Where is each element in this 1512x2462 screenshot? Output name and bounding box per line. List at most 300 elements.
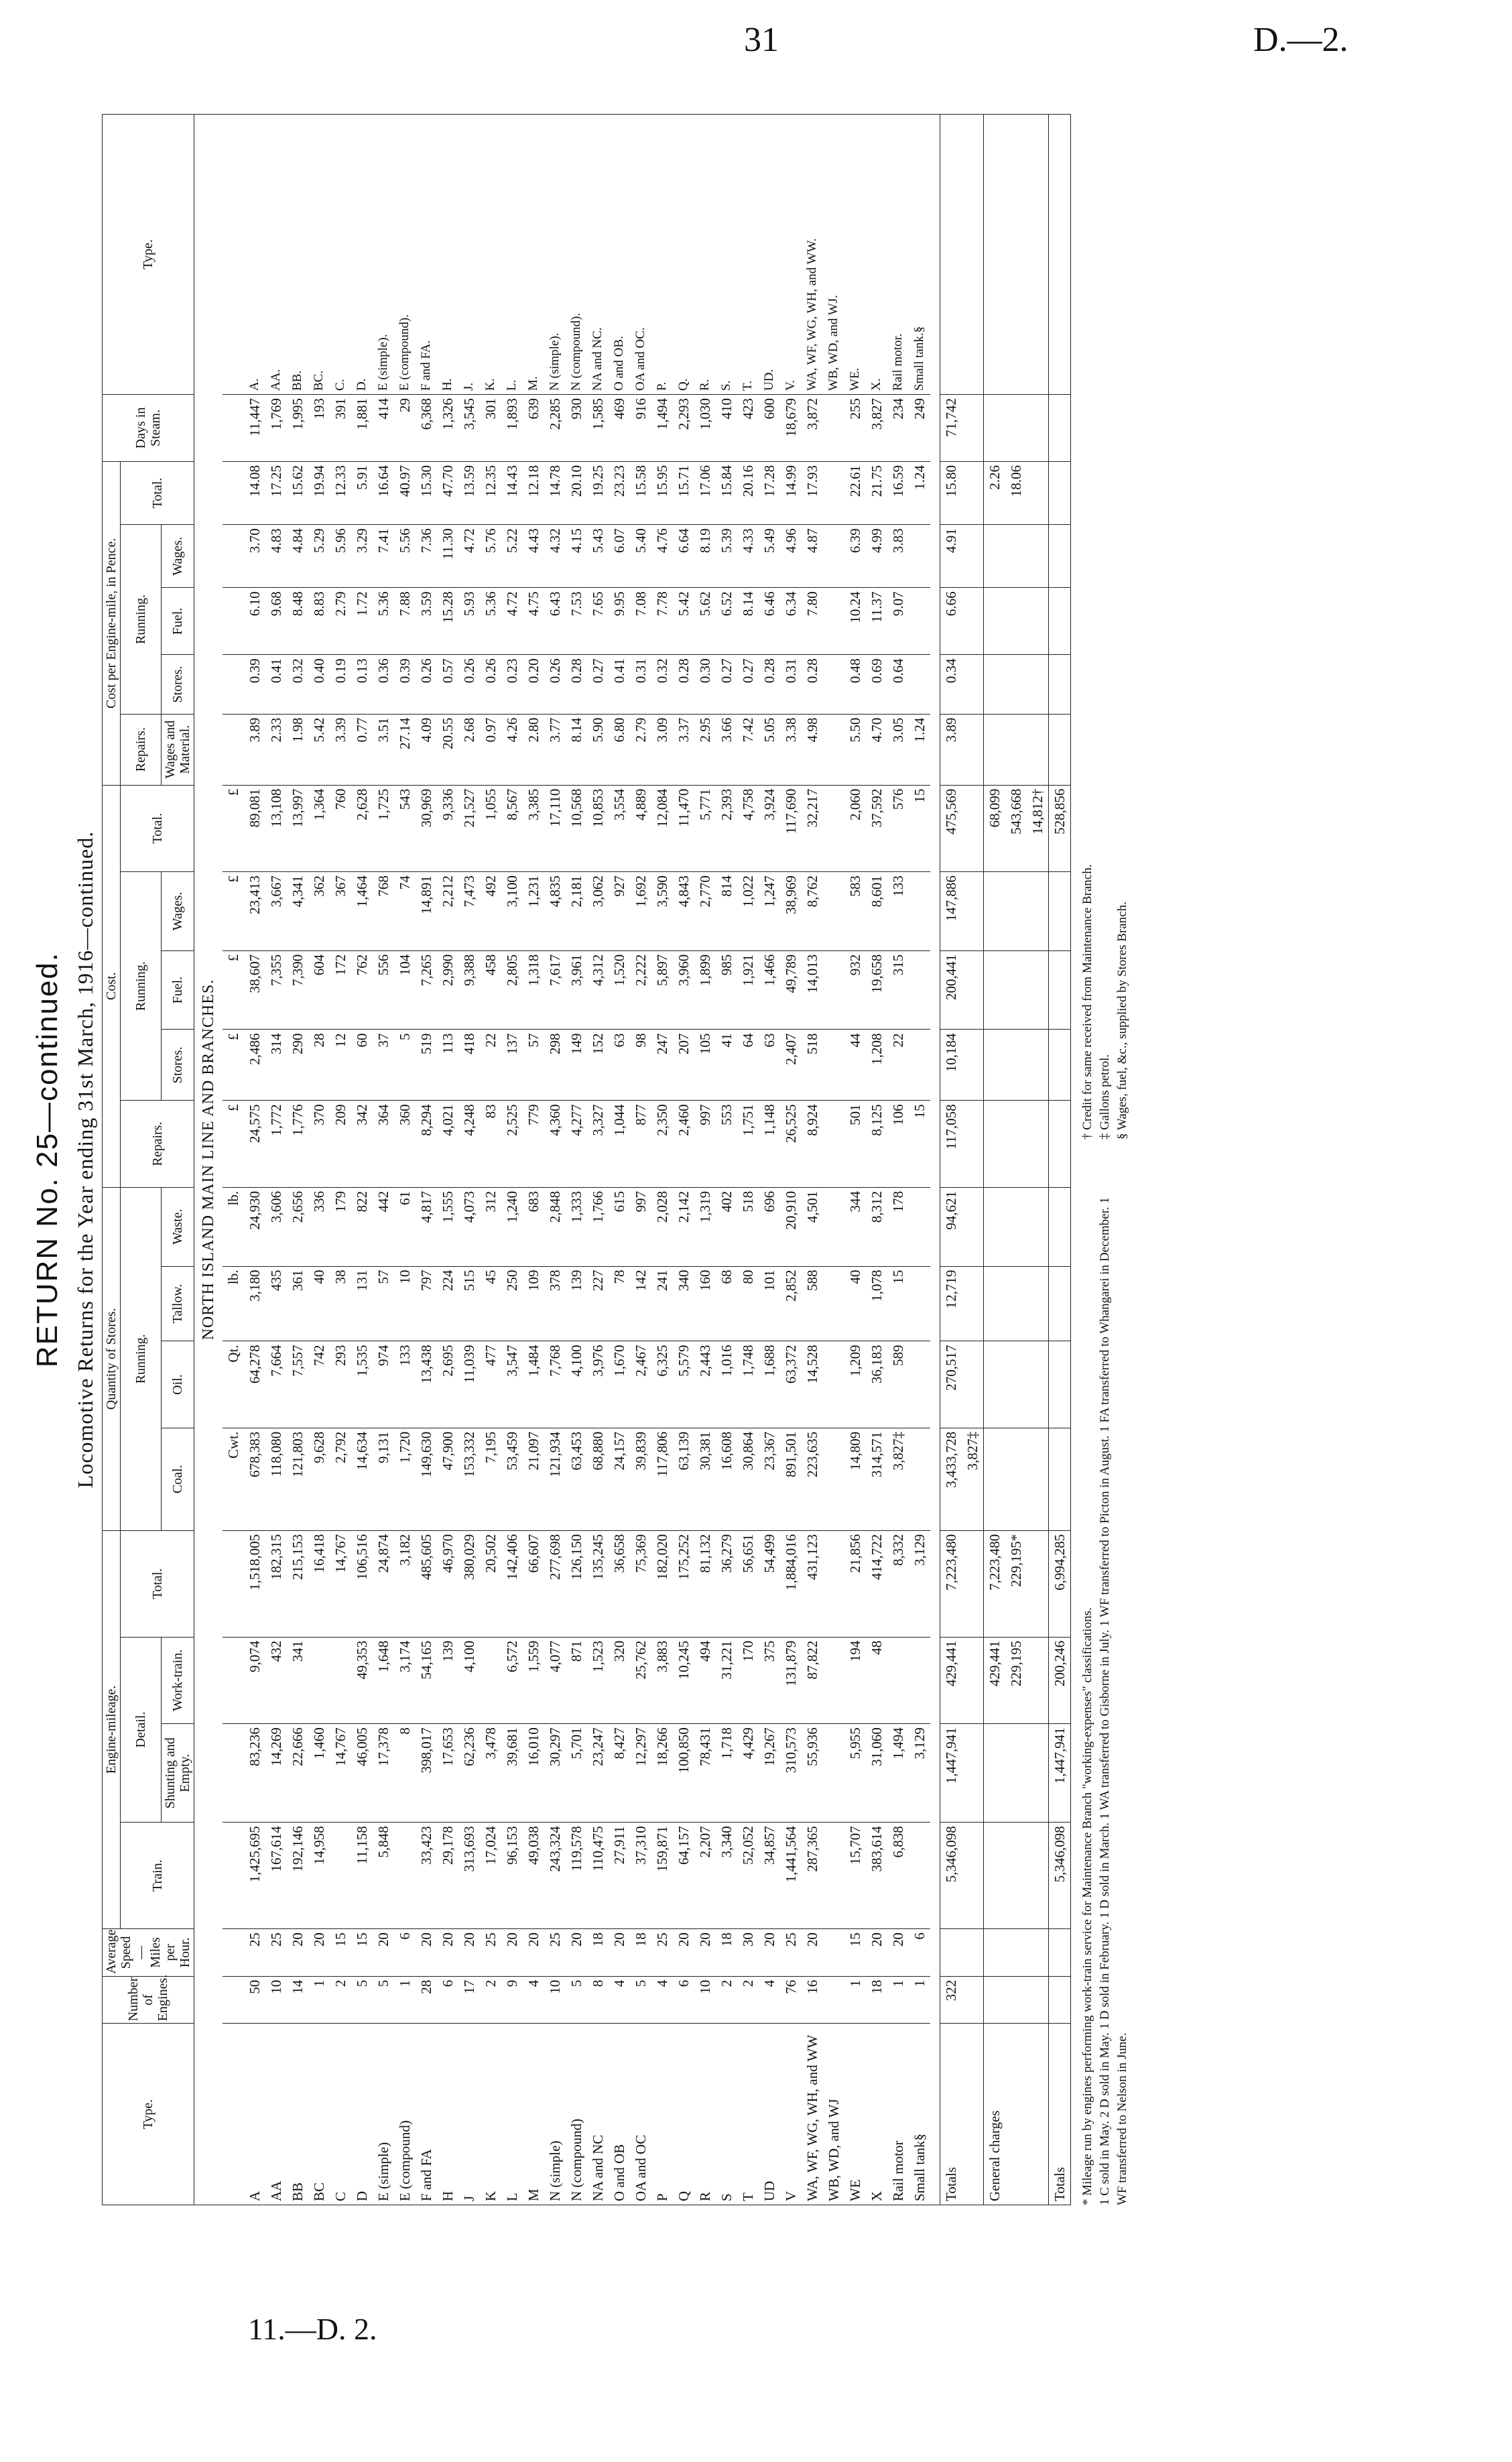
row-cell: 15: [330, 1929, 351, 1977]
row-cell: 21.75: [866, 462, 887, 525]
row-cell: 1,899: [694, 950, 716, 1030]
row-cell: 314,571: [866, 1428, 887, 1530]
row-cell: 12.18: [523, 462, 544, 525]
row-cell: 105: [694, 1030, 716, 1101]
row-type: General charges: [984, 2024, 1006, 2205]
row-cell: [823, 394, 844, 461]
row-cell: 57: [523, 1030, 544, 1101]
table-row: [437, 115, 458, 2205]
row-cell: 1,208: [866, 1030, 887, 1101]
row-cell: 320: [609, 1637, 630, 1723]
row-cell: 28: [308, 1030, 330, 1101]
row-type: R: [694, 2024, 716, 2205]
row-cell: 20: [802, 1929, 823, 1977]
row-cell: 367: [330, 872, 351, 951]
row-cell: [909, 1341, 930, 1428]
row-cell: 2.33: [265, 714, 287, 785]
row-cell: 589: [887, 1341, 909, 1428]
row-cell: 24,874: [373, 1530, 394, 1637]
row-cell: 2,486: [244, 1030, 265, 1101]
row-cell: 0.48: [844, 655, 866, 714]
row-cell: 3.37: [673, 714, 694, 785]
row-type: N (compound): [566, 2024, 587, 2205]
row-cell: 193: [308, 394, 330, 461]
row-cell: [1005, 1266, 1027, 1341]
row-cell: [1049, 1030, 1071, 1101]
row-cell: 2,443: [694, 1341, 716, 1428]
row-cell: 1,484: [523, 1341, 544, 1428]
row-cell: 822: [351, 1187, 373, 1266]
row-cell: 12,084: [651, 785, 673, 871]
row-cell: 5.36: [373, 588, 394, 655]
row-cell: 1,995: [287, 394, 308, 461]
row-cell: 8,567: [501, 785, 523, 871]
row-cell: 402: [716, 1187, 737, 1266]
row-cell: 25: [265, 1929, 287, 1977]
row-cell: 7.78: [651, 588, 673, 655]
row-cell: Cwt.: [223, 1428, 244, 1530]
row-cell: 1,748: [737, 1341, 759, 1428]
row-type: E (simple): [373, 2024, 394, 2205]
row-cell: 46,970: [437, 1530, 458, 1637]
table-row: [909, 115, 930, 2205]
row-type: Small tank§: [909, 2024, 930, 2205]
row-cell: 3,827‡: [962, 1428, 984, 1530]
row-cell: 1,776: [287, 1101, 308, 1187]
table-row: [866, 115, 887, 2205]
row-type-right: K.: [480, 115, 501, 395]
row-cell: 55,936: [802, 1724, 823, 1823]
row-cell: 30,297: [544, 1724, 566, 1823]
row-cell: [962, 655, 984, 714]
row-cell: 34,857: [759, 1823, 780, 1929]
row-cell: 0.40: [308, 655, 330, 714]
row-cell: 3,174: [394, 1637, 416, 1723]
header-work-train: Work-train.: [162, 1637, 194, 1723]
row-cell: 553: [716, 1101, 737, 1187]
row-cell: 167,614: [265, 1823, 287, 1929]
row-type-right: N (compound).: [566, 115, 587, 395]
row-cell: 22: [887, 1030, 909, 1101]
row-cell: 3.05: [887, 714, 909, 785]
table-row: [265, 115, 287, 2205]
row-cell: 4,073: [458, 1187, 480, 1266]
row-cell: 515: [458, 1266, 480, 1341]
row-cell: [962, 462, 984, 525]
row-type-right: C.: [330, 115, 351, 395]
table-row: [716, 115, 737, 2205]
row-cell: 429,441: [984, 1637, 1006, 1723]
row-type-right: H.: [437, 115, 458, 395]
row-cell: 3,554: [609, 785, 630, 871]
row-cell: 5,771: [694, 785, 716, 871]
row-cell: 1,016: [716, 1341, 737, 1428]
row-cell: 135,245: [587, 1530, 609, 1637]
row-cell: [962, 1823, 984, 1929]
row-cell: 1,318: [523, 950, 544, 1030]
row-cell: 696: [759, 1187, 780, 1266]
row-cell: 3,129: [909, 1530, 930, 1637]
row-cell: 6.80: [609, 714, 630, 785]
row-cell: 0.27: [716, 655, 737, 714]
row-cell: 229,195*: [1005, 1530, 1027, 1637]
row-cell: 779: [523, 1101, 544, 1187]
row-cell: 54,165: [416, 1637, 437, 1723]
row-cell: 1,030: [694, 394, 716, 461]
row-cell: 916: [630, 394, 651, 461]
row-cell: 760: [330, 785, 351, 871]
row-cell: 1,884,016: [780, 1530, 802, 1637]
row-cell: 121,803: [287, 1428, 308, 1530]
row-cell: 4.91: [940, 525, 962, 588]
row-cell: 12.35: [480, 462, 501, 525]
row-cell: 6,325: [651, 1341, 673, 1428]
row-cell: 4,100: [566, 1341, 587, 1428]
table-row: [544, 115, 566, 2205]
footer-reference: 11.—D. 2.: [248, 2312, 377, 2346]
row-cell: 4: [609, 1976, 630, 2024]
row-cell: 2,848: [544, 1187, 566, 1266]
row-cell: 9,131: [373, 1428, 394, 1530]
row-cell: 4,501: [802, 1187, 823, 1266]
row-cell: 20: [673, 1929, 694, 1977]
row-cell: 137: [501, 1030, 523, 1101]
row-cell: 17,653: [437, 1724, 458, 1823]
row-cell: 23.23: [609, 462, 630, 525]
row-cell: 62,236: [458, 1724, 480, 1823]
row-cell: 7.41: [373, 525, 394, 588]
row-cell: 39,681: [501, 1724, 523, 1823]
row-cell: [962, 1976, 984, 2024]
row-cell: 7,223,480: [984, 1530, 1006, 1637]
row-cell: 20: [566, 1929, 587, 1977]
row-cell: 106,516: [351, 1530, 373, 1637]
row-cell: 2.79: [630, 714, 651, 785]
row-cell: 49,353: [351, 1637, 373, 1723]
table-row: [308, 115, 330, 2205]
row-cell: [962, 1187, 984, 1266]
row-cell: 3,590: [651, 872, 673, 951]
row-cell: 22: [480, 1030, 501, 1101]
row-cell: 4,341: [287, 872, 308, 951]
row-cell: 119,578: [566, 1823, 587, 1929]
row-cell: 14,891: [416, 872, 437, 951]
row-cell: [962, 872, 984, 951]
row-cell: 3,976: [587, 1341, 609, 1428]
row-cell: [1005, 714, 1027, 785]
row-cell: 64,157: [673, 1823, 694, 1929]
row-cell: 556: [373, 950, 394, 1030]
row-cell: 2,142: [673, 1187, 694, 1266]
grand-totals-row: [1049, 115, 1071, 2205]
row-cell: 494: [694, 1637, 716, 1723]
row-cell: 64,278: [244, 1341, 265, 1428]
row-cell: 25: [544, 1929, 566, 1977]
row-cell: [823, 1187, 844, 1266]
row-cell: 2,350: [651, 1101, 673, 1187]
row-cell: 175,252: [673, 1530, 694, 1637]
row-cell: 322: [940, 1976, 962, 2024]
section-heading-row: [194, 115, 223, 2205]
row-cell: 159,871: [651, 1823, 673, 1929]
header-cost-total: Total.: [121, 785, 194, 871]
row-cell: 340: [673, 1266, 694, 1341]
row-cell: 5,848: [373, 1823, 394, 1929]
row-cell: 6.66: [940, 588, 962, 655]
row-cell: [984, 1428, 1006, 1530]
table-row: [351, 115, 373, 2205]
row-cell: 4.96: [780, 525, 802, 588]
row-cell: 4,758: [737, 785, 759, 871]
row-cell: [223, 1724, 244, 1823]
row-cell: 3.77: [544, 714, 566, 785]
row-cell: [1049, 462, 1071, 525]
row-cell: 29,178: [437, 1823, 458, 1929]
row-cell: [223, 394, 244, 461]
row-type-right: P.: [651, 115, 673, 395]
row-cell: 2: [480, 1976, 501, 2024]
row-cell: 1,520: [609, 950, 630, 1030]
row-cell: 11,039: [458, 1341, 480, 1428]
row-cell: 3.59: [416, 588, 437, 655]
row-cell: 17.28: [759, 462, 780, 525]
row-cell: 615: [609, 1187, 630, 1266]
row-cell: [962, 1637, 984, 1723]
row-cell: 16,418: [308, 1530, 330, 1637]
header-engine-mileage: Engine-mileage.: [103, 1530, 121, 1928]
row-cell: [962, 588, 984, 655]
row-cell: 200,246: [1049, 1637, 1071, 1723]
row-type: Totals: [1049, 2024, 1071, 2205]
row-cell: 5.91: [351, 462, 373, 525]
row-cell: 3,547: [501, 1341, 523, 1428]
row-cell: 56,651: [737, 1530, 759, 1637]
row-cell: [1049, 872, 1071, 951]
row-cell: 1,893: [501, 394, 523, 461]
row-cell: 2,207: [694, 1823, 716, 1929]
row-cell: 76: [780, 1976, 802, 2024]
row-cell: 20: [694, 1929, 716, 1977]
row-cell: 1,148: [759, 1101, 780, 1187]
row-cell: [984, 655, 1006, 714]
row-cell: 2,212: [437, 872, 458, 951]
row-cell: 1,425,695: [244, 1823, 265, 1929]
row-cell: 5.29: [308, 525, 330, 588]
row-cell: [330, 1637, 351, 1723]
row-cell: 6.10: [244, 588, 265, 655]
row-cell: 20,502: [480, 1530, 501, 1637]
row-cell: 36,279: [716, 1530, 737, 1637]
row-cell: 36,183: [866, 1341, 887, 1428]
row-cell: 215,153: [287, 1530, 308, 1637]
header-cost: Cost.: [103, 785, 121, 1187]
row-cell: 442: [373, 1187, 394, 1266]
row-cell: 1,494: [887, 1724, 909, 1823]
rotated-return-table: [27, 114, 1129, 2205]
row-type-right: E (compound).: [394, 115, 416, 395]
row-cell: 131,879: [780, 1637, 802, 1723]
row-cell: 1,441,564: [780, 1823, 802, 1929]
row-cell: [909, 525, 930, 588]
row-cell: 1,460: [308, 1724, 330, 1823]
row-type: BC: [308, 2024, 330, 2205]
row-cell: [1027, 462, 1049, 525]
row-cell: 33,423: [416, 1823, 437, 1929]
row-cell: 15: [909, 785, 930, 871]
row-cell: [984, 1101, 1006, 1187]
row-cell: 0.23: [501, 655, 523, 714]
row-cell: 683: [523, 1187, 544, 1266]
row-cell: 63: [609, 1030, 630, 1101]
row-cell: 49,789: [780, 950, 802, 1030]
row-type: Totals: [940, 2024, 962, 2205]
row-cell: 0.26: [416, 655, 437, 714]
row-cell: [1005, 1976, 1027, 2024]
row-cell: 9,628: [308, 1428, 330, 1530]
row-cell: 14,809: [844, 1428, 866, 1530]
header-tallow: Tallow.: [162, 1266, 194, 1341]
row-cell: 15.95: [651, 462, 673, 525]
totals-extra-row: [962, 115, 984, 2205]
row-cell: 36,658: [609, 1530, 630, 1637]
row-cell: 13.59: [458, 462, 480, 525]
row-cell: 118,080: [265, 1428, 287, 1530]
row-cell: 423: [737, 394, 759, 461]
row-cell: [823, 1823, 844, 1929]
row-cell: 6,838: [887, 1823, 909, 1929]
row-cell: 6: [909, 1929, 930, 1977]
row-cell: 8.14: [566, 714, 587, 785]
row-cell: 678,383: [244, 1428, 265, 1530]
row-cell: 600: [759, 394, 780, 461]
row-cell: 14: [287, 1976, 308, 2024]
row-cell: 6.07: [609, 525, 630, 588]
row-cell: 3.89: [940, 714, 962, 785]
row-cell: 21,097: [523, 1428, 544, 1530]
row-cell: 639: [523, 394, 544, 461]
row-cell: 18: [716, 1929, 737, 1977]
row-cell: 370: [308, 1101, 330, 1187]
table-row: [802, 115, 823, 2205]
row-cell: 5.42: [308, 714, 330, 785]
row-cell: [962, 1101, 984, 1187]
row-cell: [480, 1637, 501, 1723]
row-cell: [1027, 1428, 1049, 1530]
row-cell: 768: [373, 872, 394, 951]
row-cell: 14,528: [802, 1341, 823, 1428]
row-cell: [223, 655, 244, 714]
header-type: Type.: [103, 2024, 194, 2205]
row-cell: [330, 1823, 351, 1929]
row-cell: 475,569: [940, 785, 962, 871]
row-cell: 2,293: [673, 394, 694, 461]
row-cell: 341: [287, 1637, 308, 1723]
row-cell: 0.77: [351, 714, 373, 785]
row-cell: £: [223, 785, 244, 871]
row-cell: 74: [394, 872, 416, 951]
footnote-transfers: 1 C sold in May. 2 D sold in May. 1 D sold in February. 1 D sold in March. 1 WA transferred to Gisborne in July. 1 WF transferred to Picton in August. 1 FA transferred to Whangarei in December. 1 WF transferred to Nelson in June.: [1098, 1197, 1129, 2205]
row-cell: [1027, 588, 1049, 655]
row-cell: 930: [566, 394, 587, 461]
section-title: NORTH ISLAND MAIN LINE AND BRANCHES.: [194, 115, 223, 2205]
row-cell: 19.94: [308, 462, 330, 525]
row-cell: 68: [716, 1266, 737, 1341]
row-cell: 583: [844, 872, 866, 951]
row-cell: 6.46: [759, 588, 780, 655]
row-cell: 9: [501, 1976, 523, 2024]
row-cell: 932: [844, 950, 866, 1030]
row-cell: [1027, 1530, 1049, 1637]
row-cell: 12.33: [330, 462, 351, 525]
row-cell: 19,267: [759, 1724, 780, 1823]
row-cell: 50: [244, 1976, 265, 2024]
row-cell: 37,310: [630, 1823, 651, 1929]
row-cell: 25: [651, 1929, 673, 1977]
table-row: [759, 115, 780, 2205]
row-cell: [1005, 950, 1027, 1030]
row-cell: 7,473: [458, 872, 480, 951]
row-cell: [1027, 1101, 1049, 1187]
row-cell: 6.34: [780, 588, 802, 655]
row-cell: 10: [265, 1976, 287, 2024]
row-cell: [823, 588, 844, 655]
row-cell: 20: [308, 1929, 330, 1977]
row-cell: [1049, 1266, 1071, 1341]
row-cell: 11,158: [351, 1823, 373, 1929]
row-cell: 5,955: [844, 1724, 866, 1823]
row-cell: 1,494: [651, 394, 673, 461]
row-type: T: [737, 2024, 759, 2205]
row-cell: 30,864: [737, 1428, 759, 1530]
row-cell: [823, 1929, 844, 1977]
row-cell: 5.50: [844, 714, 866, 785]
row-cell: 3,340: [716, 1823, 737, 1929]
row-cell: 4.98: [802, 714, 823, 785]
row-type-right: [962, 115, 984, 395]
row-cell: 364: [373, 1101, 394, 1187]
row-cell: 110,475: [587, 1823, 609, 1929]
row-cell: 1: [909, 1976, 930, 2024]
row-cell: 23,413: [244, 872, 265, 951]
row-cell: 21,856: [844, 1530, 866, 1637]
row-cell: [909, 1428, 930, 1530]
row-type-right: WE.: [844, 115, 866, 395]
row-cell: 20: [287, 1929, 308, 1977]
row-cell: 1,247: [759, 872, 780, 951]
row-cell: [962, 1266, 984, 1341]
row-cell: 4,312: [587, 950, 609, 1030]
row-cell: 5: [394, 1030, 416, 1101]
row-cell: 80: [737, 1266, 759, 1341]
row-cell: 7,265: [416, 950, 437, 1030]
row-cell: 53,459: [501, 1428, 523, 1530]
row-cell: 797: [416, 1266, 437, 1341]
row-type: [1027, 2024, 1049, 2205]
row-type: J: [458, 2024, 480, 2205]
row-cell: 14,767: [330, 1724, 351, 1823]
row-cell: [1049, 950, 1071, 1030]
row-cell: 375: [759, 1637, 780, 1723]
row-cell: 26,525: [780, 1101, 802, 1187]
row-cell: 27,911: [609, 1823, 630, 1929]
row-type-right: Small tank.§: [909, 115, 930, 395]
row-type: WA, WF, WG, WH, and WW: [802, 2024, 823, 2205]
row-cell: 293: [330, 1341, 351, 1428]
row-cell: 96,153: [501, 1823, 523, 1929]
row-cell: [1027, 655, 1049, 714]
row-type-right: AA.: [265, 115, 287, 395]
row-cell: 927: [609, 872, 630, 951]
